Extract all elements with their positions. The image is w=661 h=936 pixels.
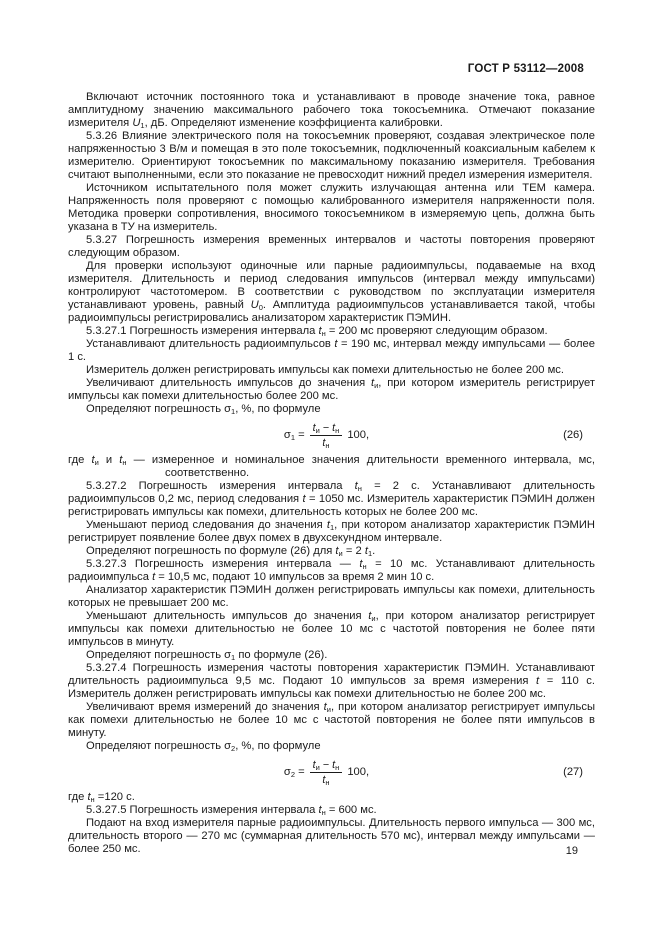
formula-factor: 100,	[347, 429, 370, 441]
paragraph: Определяют погрешность по формуле (26) для $t_и = 2$ $t_1$.	[86, 545, 376, 558]
paragraph: Определяют погрешность $\sigma_2$, %, по формуле	[86, 740, 321, 753]
fraction	[310, 422, 343, 449]
paragraph: Включают источник постоянного тока и устанавливают в проводе значение тока, равное амплитудному значению максимального рабочего тока токосъемника. Отмечают показание измерителя $U_1$, дБ. Определяют изменение коэффициента калибровки.	[68, 91, 595, 130]
fraction	[310, 759, 343, 786]
formula-number: (26)	[563, 429, 583, 441]
fraction-denominator: $t_н$	[322, 437, 330, 450]
paragraph-formula-legend: где $t_н =120$ с.	[68, 791, 135, 804]
paragraph: Определяют погрешность $\sigma_1$, %, по формуле	[86, 403, 321, 416]
paragraph-formula-legend: где $t_и$ и $t_н$ — измеренное и номинальное значения длительности временного интервала, мс, соответственно.	[68, 454, 596, 479]
paragraph: Измеритель должен регистрировать импульсы как помехи длительностью не более 200 мс.	[86, 364, 564, 376]
formula-lhs: $\sigma_1$ =	[283, 429, 305, 442]
fraction-numerator: $t_и - t_н$	[310, 759, 343, 773]
paragraph-clause-5-3-27-4: 5.3.27.4 Погрешность измерения частоты повторения характеристик ПЭМИН. Устанавливают длительность радиоимпульса 9,5 мс. Подают 10 импульсов за время измерения t = 110 с. Измеритель должен регистрировать импульсы как помехи длительностью не более 200 мс.	[68, 662, 595, 700]
fraction-denominator: $t_н$	[322, 774, 330, 787]
paragraph-clause-5-3-27-3: 5.3.27.3 Погрешность измерения интервала — $t_н = 10$ мс. Устанавливают длительность радиоимпульса t = 10,5 мс, подают 10 импульсов за время 2 мин 10 с.	[68, 558, 595, 583]
formula-expression	[158, 759, 495, 786]
formula-lhs: $\sigma_2$ =	[283, 766, 305, 779]
paragraph: Увеличивают длительность импульсов до значения $t_и$, при котором измеритель регистрирует импульсы как помехи длительностью более 200 мс.	[68, 377, 595, 402]
paragraph: Для проверки используют одиночные или парные радиоимпульсы, подаваемые на вход измерителя. Длительность и период следования импульсов (интервал между импульсами) контролируют частотомером. В соответствии с руководством по эксплуатации измерителя устанавливают уровень, равный $U_0$. Амплитуда радиоимпульсов устанавливается такой, чтобы радиоимпульсы регистрировались анализатором характеристик ПЭМИН.	[68, 260, 595, 324]
formula-27	[68, 759, 595, 786]
paragraph-clause-5-3-27-5: 5.3.27.5 Погрешность измерения интервала $t_н = 600$ мс.	[86, 804, 377, 817]
paragraph: Источником испытательного поля может служить излучающая антенна или ТЕМ камера. Напряженность поля проверяют с помощью калиброванного измерителя напряженности поля. Методика проверки сопротивления, вносимого токосъемником в измеряемую цепь, должна быть указана в ТУ на измеритель.	[68, 182, 595, 233]
paragraph: Устанавливают длительность радиоимпульсов t = 190 мс, интервал между импульсами — более 1 с.	[68, 338, 596, 363]
document-content	[68, 91, 595, 856]
formula-factor: 100,	[347, 766, 370, 778]
paragraph-clause-5-3-27: 5.3.27 Погрешность измерения временных интервалов и частоты повторения проверяют следующим образом.	[68, 234, 595, 259]
paragraph-clause-5-3-26: 5.3.26 Влияние электрического поля на токосъемник проверяют, создавая электрическое поле напряженностью 3 В/м и помещая в это поле токосъемник, подключенный коаксиальным кабелем к измерителю. Ориентируют токосъемник по максимальному показанию измерителя. Требования считают выполненными, если это показание не превосходит нижний предел измерения измерителя.	[68, 130, 595, 181]
formula-number: (27)	[563, 766, 583, 778]
formula-expression	[158, 422, 495, 449]
document-title-header: ГОСТ Р 53112—2008	[467, 63, 584, 75]
paragraph: Подают на вход измерителя парные радиоимпульсы. Длительность первого импульса — 300 мс, длительность второго — 270 мс (суммарная длительность 570 мс), интервал между импульсами — более 250 мс.	[68, 817, 595, 855]
paragraph: Увеличивают время измерений до значения $t_и$, при котором анализатор регистрирует импульсы как помехи длительностью не более 10 мс с частотой повторения не более пяти импульсов в минуту.	[68, 701, 595, 739]
fraction-numerator: $t_и - t_н$	[310, 422, 343, 436]
paragraph: Определяют погрешность $\sigma_1$ по формуле (26).	[86, 649, 328, 662]
page-number: 19	[565, 845, 578, 857]
paragraph-clause-5-3-27-2: 5.3.27.2 Погрешность измерения интервала $t_н = 2$ с. Устанавливают длительность радиоимпульсов 0,2 мс, период следования t = 1050 мс. Измеритель характеристик ПЭМИН должен регистрировать импульсы как помехи, длительность которых не более 200 мс.	[68, 480, 595, 518]
paragraph: Уменьшают период следования до значения $t_1$, при котором анализатор характеристик ПЭМИН регистрирует появление более двух помех в двухсекундном интервале.	[68, 519, 595, 544]
paragraph-clause-5-3-27-1: 5.3.27.1 Погрешность измерения интервала $t_н = 200$ мс проверяют следующим образом.	[86, 325, 548, 338]
paragraph: Анализатор характеристик ПЭМИН должен регистрировать импульсы как помехи, длительность которых не превышает 200 мс.	[68, 584, 595, 609]
formula-26	[68, 422, 595, 449]
paragraph: Уменьшают длительность импульсов до значения $t_и$, при котором анализатор регистрирует импульсы как помехи длительностью не более 10 мс с частотой повторения не более пяти импульсов в минуту.	[68, 610, 595, 648]
